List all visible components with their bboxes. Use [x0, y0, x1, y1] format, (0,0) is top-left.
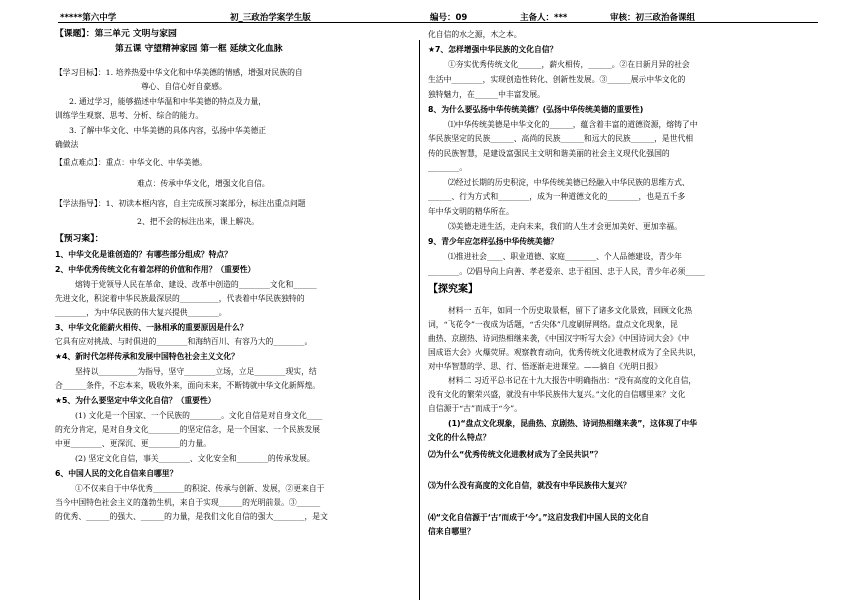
text-line: 3、中华文化能薪火相传、一脉相承的重要原因是什么？ — [55, 323, 248, 332]
doc-number: 编号：09 — [430, 13, 468, 23]
text-line: 它具有应对挑战、与时俱进的________和海纳百川、有容乃大的________。 — [55, 337, 313, 346]
header-rule — [58, 22, 818, 23]
text-line: 1、中华文化是谁创造的？有哪些部分组成？特点？ — [55, 250, 232, 259]
text-line: ①夯实优秀传统文化______，薪火相传，______。②在日新月异的社会 — [448, 60, 690, 69]
text-line: 独特魅力，在______中丰富发展。 — [428, 90, 545, 99]
text-line: 2、把不会的标注出来，课上解决。 — [137, 217, 259, 226]
text-line: 化自信的水之源，木之本。 — [428, 30, 522, 39]
text-line: 的优秀、______的强大、______的力量，是我们文化自信的强大________，是文 — [55, 512, 328, 521]
doc-reviewer: 审核：初三政治备课组 — [610, 13, 696, 23]
text-line: ①不仅来自于中华优秀________的积淀、传承与创新、发展，②更来自于 — [75, 484, 325, 493]
text-line: 材料二 习近平总书记在十九大报告中明确指出：“没有高度的文化自信， — [448, 376, 697, 385]
text-line: 8、为什么要弘扬中华传统美德？(弘扬中华传统美德的重要性) — [428, 105, 644, 114]
text-line: ★4、新时代怎样传承和发展中国特色社会主义文化？ — [55, 352, 239, 361]
text-line: 【探究案】 — [428, 284, 478, 295]
text-line: 【课题】：第三单元 文明与家园 — [55, 29, 177, 39]
text-line: ________，为中华民族的伟大复兴提供________。 — [55, 308, 227, 317]
text-line: ⑴中华传统美德是中华文化的______，蕴含着丰富的道德资源，熔铸了中 — [448, 120, 698, 129]
text-line: 【学习目标】：1. 培养热爱中华文化和中华美德的情感，增强对民族的自 — [55, 68, 303, 77]
text-line: 自信源于“古”而成于“今”。 — [428, 404, 522, 413]
text-line: ______、行为方式和________，成为一种道德文化的________，也是五千多 — [428, 192, 686, 201]
text-line: 当今中国特色社会主义的蓬勃生机，来自于实现______的光明前景。③______ — [55, 498, 321, 507]
text-line: 6、中国人民的文化自信来自哪里？ — [55, 469, 178, 478]
text-line: (2) 坚定文化自信，事关________、文化安全和________的传承发展。 — [75, 454, 315, 463]
text-line: 合______条件，不忘本来，吸收外来，面向未来，不断铸就中华文化新辉煌。 — [55, 381, 321, 390]
doc-author: 主备人：*** — [520, 13, 568, 23]
text-line: 第五课 守望精神家园 第一框 延续文化血脉 — [115, 44, 283, 54]
text-line: 没有文化的繁荣兴盛，就没有中华民族伟大复兴。”文化的自信哪里来？文化 — [428, 390, 686, 399]
text-line: 2、中华优秀传统文化有着怎样的价值和作用？（重要性） — [55, 265, 256, 274]
text-line: ________。 — [428, 163, 467, 172]
text-line: 熔铸于党领导人民在革命、建设、改革中创造的________文化和______ — [75, 280, 317, 289]
text-line: 【预习案】： — [55, 234, 104, 244]
text-line: (1) 文化是一个国家、一个民族的________。文化自信是对自身文化____ — [75, 411, 323, 420]
text-line: 的充分肯定，是对自身文化________的坚定信念，是一个国家、一个民族发展 — [55, 425, 321, 434]
text-line: 尊心、自信心好自豪感。 — [141, 82, 227, 91]
text-line: ⑶为什么没有高度的文化自信，就没有中华民族伟大复兴？ — [428, 481, 631, 490]
text-line: ⑷“文化自信源于‘古’而成于‘今’。”这启发我们中国人民的文化自 — [428, 513, 649, 522]
text-line: 先进文化，积淀着中华民族最深层的__________，代表着中华民族独特的 — [55, 294, 305, 303]
text-line: (1)“盘点文化现象，昆曲热、京剧热、诗词热相继来袭”，这体现了中华 — [448, 419, 697, 428]
school-name: *****第六中学 — [60, 13, 117, 23]
text-line: ⑵经过长期的历史积淀，中华传统美德已经融入中华民族的思维方式、 — [448, 178, 690, 187]
text-line: 曲热、京剧热、诗词热相继来袭，《中国汉字听写大会》《中国诗词大会》《中 — [428, 334, 690, 343]
text-line: 中更________、更深沉、更________的力量。 — [55, 439, 211, 448]
text-line: ⑵为什么“优秀传统文化进教材成为了全民共识”？ — [428, 450, 602, 459]
text-line: ★5、为什么要坚定中华文化自信？（重要性） — [55, 396, 216, 405]
text-line: 词，“飞花令”一夜成为话题，“舌尖体”几度刷屏网络。盘点文化现象，昆 — [428, 320, 678, 329]
text-line: ________。⑵倡导向上向善、孝老爱亲、忠于祖国、忠于人民，青少年必须_____ — [428, 267, 705, 276]
text-line: 9、青少年应怎样弘扬中华传统美德？ — [428, 237, 559, 246]
text-line: 年中华文明的精华所在。 — [428, 207, 514, 216]
text-line: 文化的什么特点？ — [428, 433, 491, 442]
text-line: 难点：传承中华文化，增强文化自信。 — [137, 179, 270, 188]
text-line: 华民族坚定的民族______、高尚的民族______和远大的民族______，是世代相 — [428, 134, 694, 143]
text-line: 国成语大会》火爆荧屏。观察教育动向，优秀传统文化进教材成为了全民共识， — [428, 348, 701, 357]
text-line: 【学法指导】：1、初读本框内容，自主完成预习案部分，标注出重点问题 — [55, 199, 306, 208]
text-line: 对中华智慧的学、思、行、悟逐渐走进课堂。——摘自《光明日报》 — [428, 362, 662, 371]
text-line: 信来自哪里？ — [428, 527, 475, 536]
text-line: 传的民族智慧，是建设富强民主文明和谐美丽的社会主义现代化强国的 — [428, 149, 670, 158]
text-line: ⑴推进社会____、职业道德、家庭________、个人品德建设，青少年 — [448, 252, 682, 261]
column-divider — [419, 40, 420, 600]
text-line: 训练学生观察、思考、分析、综合的能力。 — [55, 111, 204, 120]
text-line: 材料一 五年，如同一个历史取景框，留下了诸多文化景致，回顾文化热 — [448, 306, 693, 315]
text-line: 确做法 — [55, 140, 79, 149]
text-line: 3. 了解中华文化、中华美德的具体内容，弘扬中华美德正 — [69, 126, 267, 135]
text-line: 坚持以__________为指导，坚守________立场，立足________现实，结 — [75, 367, 317, 376]
text-line: ★7、怎样增强中华民族的文化自信？ — [428, 45, 558, 54]
text-line: 2. 通过学习，能够描述中华温和中华美德的特点及力量， — [69, 97, 267, 106]
text-line: 【重点难点】：重点：中华文化、中华美德。 — [55, 158, 208, 167]
text-line: 生活中________，实现创造性转化、创新性发展。③______展示中华文化的 — [428, 75, 686, 84]
doc-title: 初_三政治学案学生版 — [230, 13, 311, 23]
text-line: ⑶美德走进生活，走向未来，我们的人生才会更加美好、更加幸福。 — [448, 222, 682, 231]
